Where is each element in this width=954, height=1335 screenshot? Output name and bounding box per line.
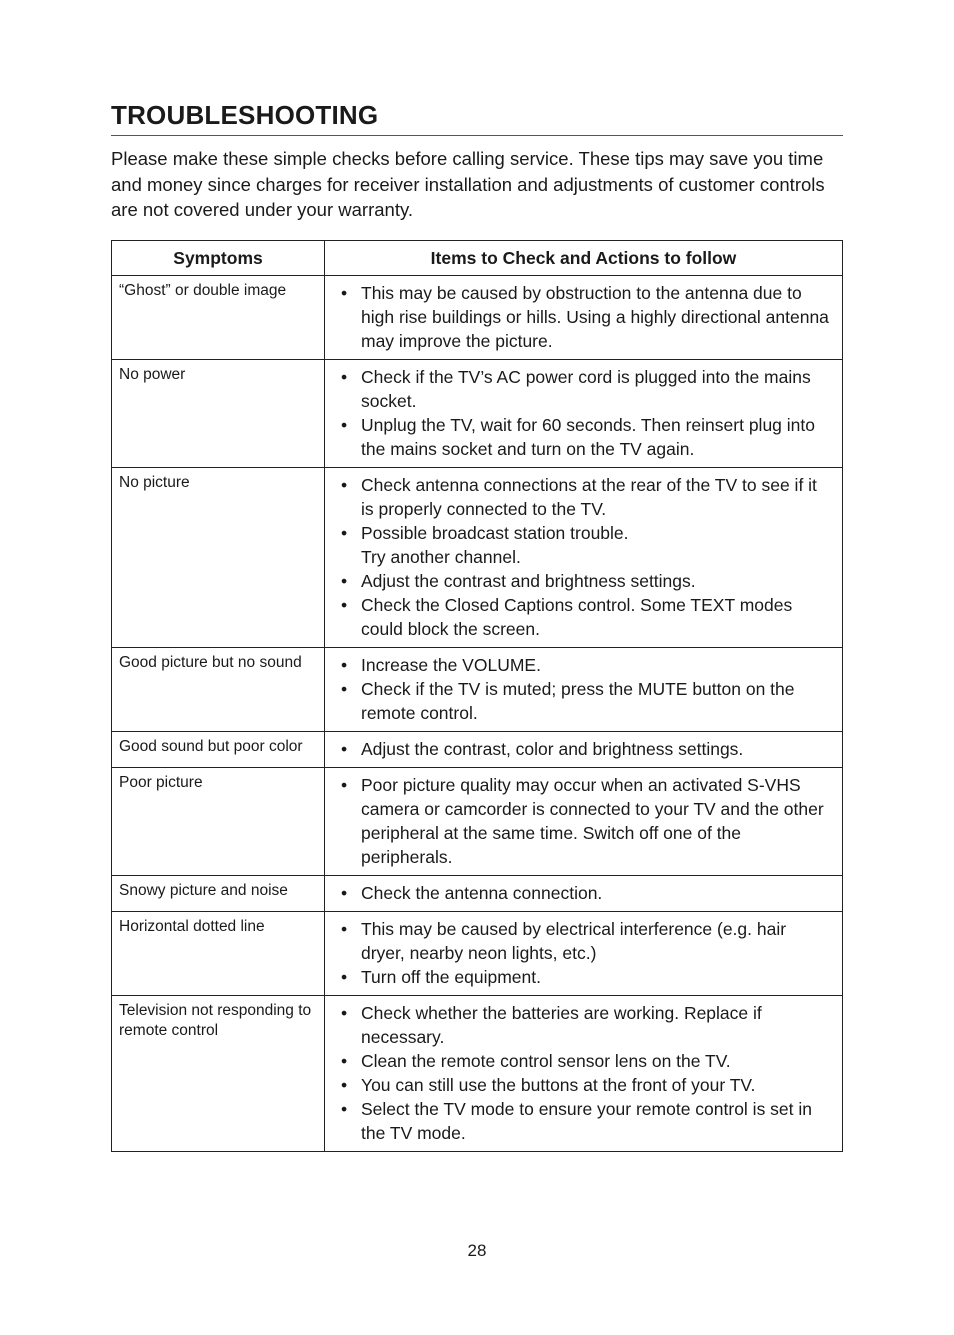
action-item: • Check antenna connections at the rear of the TV to see if it is properly connected to the TV. bbox=[337, 473, 834, 521]
action-item: • Check if the TV is muted; press the MUTE button on the remote control. bbox=[337, 677, 834, 725]
action-item: • Check the antenna connection. bbox=[337, 881, 834, 905]
actions-header: Items to Check and Actions to follow bbox=[325, 241, 843, 276]
page-number: 28 bbox=[467, 1241, 487, 1260]
symptom-cell: Snowy picture and noise bbox=[112, 876, 325, 912]
actions-cell bbox=[325, 468, 843, 648]
actions-cell bbox=[325, 648, 843, 732]
actions-list bbox=[337, 281, 834, 353]
actions-cell bbox=[325, 360, 843, 468]
table-header-row bbox=[112, 241, 843, 276]
table-row bbox=[112, 360, 843, 468]
symptom-cell: Horizontal dotted line bbox=[112, 912, 325, 996]
symptom-cell: No power bbox=[112, 360, 325, 468]
actions-list bbox=[337, 737, 834, 761]
actions-cell bbox=[325, 732, 843, 768]
action-item: • Check if the TV’s AC power cord is plugged into the mains socket. bbox=[337, 365, 834, 413]
action-item: • You can still use the buttons at the front of your TV. bbox=[337, 1073, 834, 1097]
action-item: • Select the TV mode to ensure your remote control is set in the TV mode. bbox=[337, 1097, 834, 1145]
action-item: • Possible broadcast station trouble. Try another channel. bbox=[337, 521, 834, 569]
action-item: • Increase the VOLUME. bbox=[337, 653, 834, 677]
actions-list bbox=[337, 473, 834, 641]
action-item: • Adjust the contrast, color and brightness settings. bbox=[337, 737, 834, 761]
symptom-cell: Poor picture bbox=[112, 768, 325, 876]
action-item: • Turn off the equipment. bbox=[337, 965, 834, 989]
actions-list bbox=[337, 1001, 834, 1145]
actions-list bbox=[337, 773, 834, 869]
symptom-cell: Good picture but no sound bbox=[112, 648, 325, 732]
table-row bbox=[112, 468, 843, 648]
actions-cell bbox=[325, 876, 843, 912]
symptom-cell: Television not responding to remote control bbox=[112, 996, 325, 1152]
table-row bbox=[112, 732, 843, 768]
action-item: • This may be caused by electrical interference (e.g. hair dryer, nearby neon lights, etc.) bbox=[337, 917, 834, 965]
title-divider bbox=[111, 135, 843, 136]
action-item: • Adjust the contrast and brightness settings. bbox=[337, 569, 834, 593]
actions-list bbox=[337, 917, 834, 989]
page-title: TROUBLESHOOTING bbox=[111, 100, 379, 130]
table-row bbox=[112, 912, 843, 996]
action-item: • Clean the remote control sensor lens on the TV. bbox=[337, 1049, 834, 1073]
action-item: • Unplug the TV, wait for 60 seconds. Then reinsert plug into the mains socket and turn on the TV again. bbox=[337, 413, 834, 461]
table-row bbox=[112, 768, 843, 876]
table-row bbox=[112, 996, 843, 1152]
symptom-cell: No picture bbox=[112, 468, 325, 648]
intro-paragraph: Please make these simple checks before calling service. These tips may save you time and money since charges for receiver installation and adjustments of customer controls are not covered under your warranty. bbox=[111, 148, 825, 220]
actions-cell bbox=[325, 276, 843, 360]
symptoms-header: Symptoms bbox=[112, 241, 325, 276]
troubleshooting-table bbox=[111, 240, 843, 1152]
action-item: • This may be caused by obstruction to the antenna due to high rise buildings or hills. Using a highly directional antenna may improve the picture. bbox=[337, 281, 834, 353]
actions-list bbox=[337, 365, 834, 461]
table-row bbox=[112, 276, 843, 360]
action-item: • Poor picture quality may occur when an activated S-VHS camera or camcorder is connected to your TV and the other peripheral at the same time. Switch off one of the peripherals. bbox=[337, 773, 834, 869]
actions-cell bbox=[325, 912, 843, 996]
table-row bbox=[112, 648, 843, 732]
actions-list bbox=[337, 881, 834, 905]
table-row bbox=[112, 876, 843, 912]
action-item: • Check the Closed Captions control. Some TEXT modes could block the screen. bbox=[337, 593, 834, 641]
symptom-cell: “Ghost” or double image bbox=[112, 276, 325, 360]
actions-cell bbox=[325, 996, 843, 1152]
action-item: • Check whether the batteries are working. Replace if necessary. bbox=[337, 1001, 834, 1049]
symptom-cell: Good sound but poor color bbox=[112, 732, 325, 768]
actions-cell bbox=[325, 768, 843, 876]
actions-list bbox=[337, 653, 834, 725]
